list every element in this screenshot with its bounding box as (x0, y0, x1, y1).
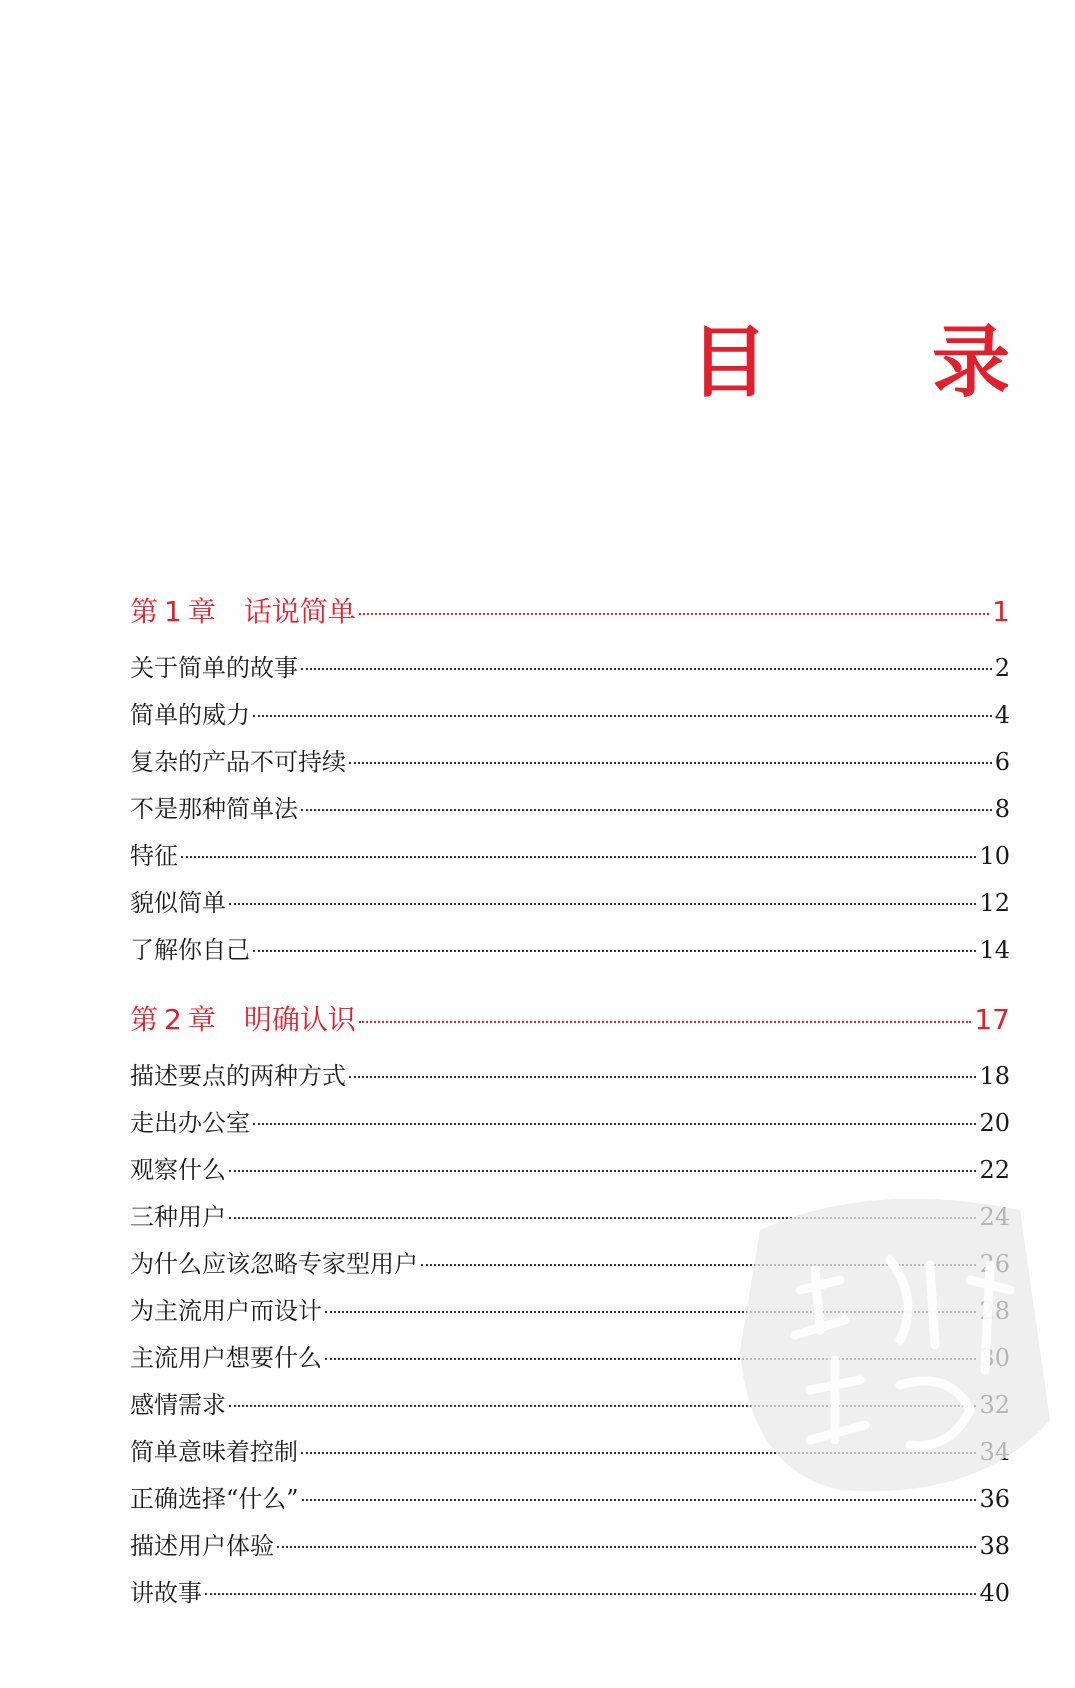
chapter-prefix: 第 (130, 595, 159, 628)
entry-title: 了解你自己 (130, 936, 250, 964)
chapter-number: 2 (164, 1003, 182, 1036)
dot-leader (253, 715, 992, 717)
chapter-entry[interactable] (130, 998, 1010, 1038)
dot-leader (181, 856, 976, 858)
entry-title: 简单的威力 (130, 701, 250, 729)
entry-title: 主流用户想要什么 (130, 1344, 322, 1372)
entry-title: 简单意味着控制 (130, 1438, 298, 1466)
dot-leader (349, 762, 992, 764)
entry-title: 感情需求 (130, 1391, 226, 1419)
entry-title: 描述用户体验 (130, 1532, 274, 1560)
entry-title: 复杂的产品不可持续 (130, 748, 346, 776)
page-title-char-1: 目 (690, 318, 769, 408)
toc-entry[interactable] (130, 1056, 1010, 1091)
toc-entry[interactable] (130, 695, 1010, 730)
toc-entry[interactable] (130, 648, 1010, 683)
dot-leader (301, 668, 992, 670)
watermark-stamp-icon (720, 1170, 1060, 1510)
page-number: 20 (979, 1109, 1010, 1137)
chapter-number: 1 (164, 595, 182, 628)
page-number: 10 (979, 842, 1010, 870)
toc-entry[interactable] (130, 930, 1010, 965)
toc-entry[interactable] (130, 789, 1010, 824)
entry-title: 走出办公室 (130, 1109, 250, 1137)
chapter-label (130, 590, 356, 630)
dot-leader (277, 1546, 976, 1548)
toc-entry[interactable] (130, 742, 1010, 777)
entry-title: 观察什么 (130, 1156, 226, 1184)
toc-entry[interactable] (130, 1526, 1010, 1561)
dot-leader (301, 809, 992, 811)
page-number: 22 (979, 1156, 1010, 1184)
page-number: 36 (979, 1485, 1010, 1513)
toc-entry[interactable] (130, 883, 1010, 918)
dot-leader (253, 950, 976, 952)
page-number: 1 (992, 595, 1010, 628)
dot-leader (253, 1123, 976, 1125)
toc-entry[interactable] (130, 836, 1010, 871)
chapter-title: 明确认识 (243, 1003, 356, 1036)
chapter-suffix: 章 (187, 595, 216, 628)
entry-title: 为主流用户而设计 (130, 1297, 322, 1325)
chapter-prefix: 第 (130, 1003, 159, 1036)
page-number: 14 (979, 936, 1010, 964)
chapter-entry[interactable] (130, 590, 1010, 630)
page-number: 17 (974, 1003, 1010, 1036)
chapter-title: 话说简单 (243, 595, 356, 628)
toc-entry[interactable] (130, 1103, 1010, 1138)
dot-leader (205, 1593, 976, 1595)
page-title-char-2: 录 (931, 318, 1010, 408)
entry-title: 三种用户 (130, 1203, 226, 1231)
dot-leader (229, 903, 976, 905)
entry-title: 描述要点的两种方式 (130, 1062, 346, 1090)
entry-title: 特征 (130, 842, 178, 870)
entry-title: 讲故事 (130, 1579, 202, 1607)
entry-title: 貌似简单 (130, 889, 226, 917)
page-number: 6 (994, 748, 1010, 776)
page-title (690, 318, 1010, 408)
page-number: 40 (979, 1579, 1010, 1607)
page-number: 4 (994, 701, 1010, 729)
page-number: 38 (979, 1532, 1010, 1560)
entry-title: 为什么应该忽略专家型用户 (130, 1250, 418, 1278)
dot-leader (349, 1076, 976, 1078)
entry-title: 关于简单的故事 (130, 654, 298, 682)
entry-title: 正确选择“什么” (130, 1485, 299, 1513)
toc-entry[interactable] (130, 1573, 1010, 1608)
dot-leader (359, 1021, 971, 1023)
page-number: 2 (994, 654, 1010, 682)
dot-leader (359, 613, 989, 615)
page-number: 12 (979, 889, 1010, 917)
page-number: 18 (979, 1062, 1010, 1090)
page-number: 8 (994, 795, 1010, 823)
chapter-label (130, 998, 356, 1038)
chapter-suffix: 章 (187, 1003, 216, 1036)
entry-title: 不是那种简单法 (130, 795, 298, 823)
